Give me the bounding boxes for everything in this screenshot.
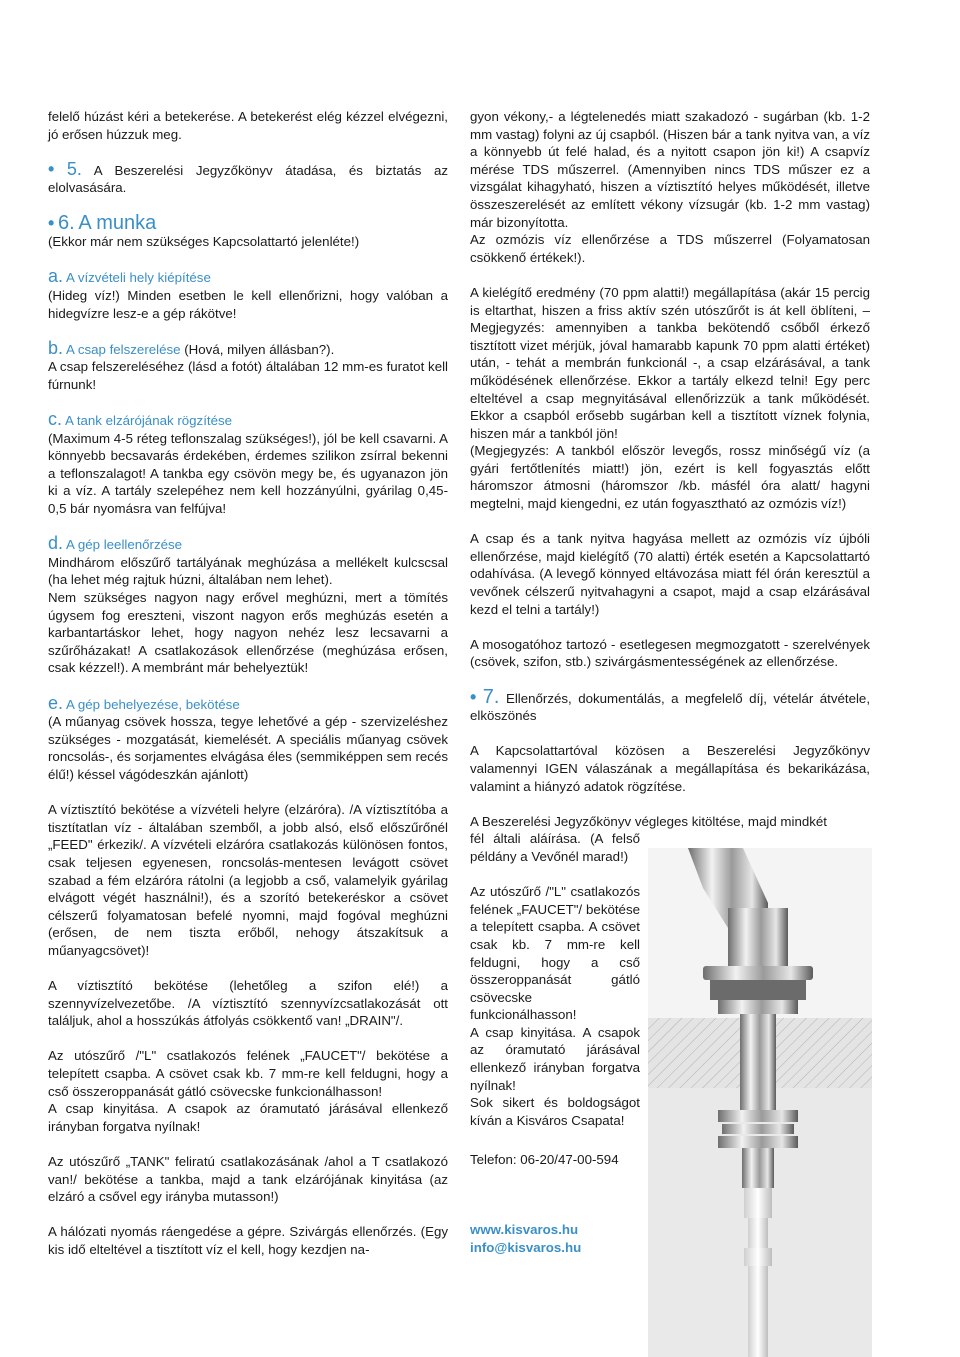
section-d-heading — [48, 535, 448, 554]
tds-paragraph: gyon vékony,- a légtelenedés miatt szakadozó - sugárban (kb. 1-2 mm vastag) folyni az új csapból. (Hiszen bár a tank nyitva van, a víz a könnyebb út felé halad, és a nyitott csapon jön ki!) A csapvíz mérése TDS műszerrel. (Amennyiben nincs TDS műszer ez a vizsgálat kihagyható, hiszen a víztisztító helyes működését, illetve összeszerelését az említett vékony vízsugár (kb. 1-2 mm vastag) már bizonyította. Az ozmózis víz ellenőrzése a TDS műszerrel (Folyamatosan csökkenő értékek!). — [470, 109, 870, 265]
bullet-icon: • — [48, 158, 55, 179]
section-a-heading — [48, 268, 448, 287]
tank-paragraph: Az utószűrő „TANK" feliratú csatlakozásának /ahol a T csatlakozó van!/ bekötése a tankba, majd a tank elzárójának kinyitása (az elzáró a csővel egy irányba mutasson!) — [48, 1154, 448, 1205]
step-5 — [48, 158, 448, 197]
left-column — [48, 108, 448, 1259]
protocol-rest: fél általi aláírása. (A felső példány a Vevőnél marad!) — [470, 831, 640, 864]
section-b-heading — [48, 337, 448, 359]
section-d-letter: d. — [48, 533, 64, 554]
faucet-photo — [648, 848, 872, 1357]
section-a-text: (Hideg víz!) Minden esetben le kell ellenőrizni, hogy valóban a hidegvízre lesz-e a gép rákötve! — [48, 287, 448, 321]
drain-paragraph: A víztisztító bekötése (lehetőleg a szifon elé!) a szennyvízelvezetőbe. /A víztisztító szennyvízcsatlakozását ott találjuk, ahol a hosszúkás átfolyás csökkentő van! „DRAIN"/. — [48, 978, 448, 1029]
step-5-text: A Beszerelési Jegyzőkönyv átadása, és biztatás az elolvasására. — [48, 162, 448, 196]
contact-paragraph: A Kapcsolattartóval közösen a Beszerelési Jegyzőkönyv valamennyi IGEN válaszának a megállapítása és bekarikázása, valamint a hiányzó adatok rögzítése. — [470, 743, 870, 794]
step-5-number: 5. — [66, 158, 82, 179]
section-a-letter: a. — [48, 266, 64, 287]
section-b-letter: b. — [48, 337, 64, 358]
step-6 — [48, 211, 448, 234]
step-6-title: A munka — [78, 211, 157, 234]
website-link[interactable]: www.kisvaros.hu — [470, 1222, 579, 1238]
result-paragraph: A kielégítő eredmény (70 ppm alatti!) megállapítása (akár 15 percig is eltarthat, hiszen a friss aktív szén utószűrőt is át kell öblíteni, – Megjegyzés: amennyiben a tankba bekötendő csőből érkező tisztított vizet mérjük, jóval hamarabb kapunk 70 ppm alatti értéket) után, - tehát a membrán funkcionál -, a csap elzárásával, a tank működésének ellenőrzése. Ekkor a tartály elkezd telni! Egy perc elteltével a csap megnyitásával ellenőrizzük a tank működését. Ekkor a csapból erősebb sugárban kell a tisztított víznek folynia, hiszen már a tankból jön! (Megjegyzés: A tankból először levegős, rossz minőségű víz (a gyári fertőtlenítés miatt!) jön, ezért is kell fogyasztás előtt háromszor átmosni (háromszor /kb. másfél óra alatt/ hagyni megtelni, majd kiengedni, ez után fogyasztható az ozmózis víz!) — [470, 284, 870, 512]
phone-number: Telefon: 06-20/47-00-594 — [470, 1152, 619, 1168]
section-e-letter: e. — [48, 692, 64, 713]
feed-paragraph: A víztisztító bekötése a vízvételi helyre (elzárórа). /A víztisztítóba a tisztítatlan víz - általában szemből, a jobb alsó, első előszűrőnél „FEED" érkezik/. A vízvételi elzárórа csatlakozás különösen fontos, csak teljesen egyenesen, roncsolás-mentesen levágott csövet szabad a fém elzárórа rátolni (a legjobb a cső, valamelyik gyárilag elvágott végét használni!), és a szorító betekeréskor a csövet célszerű folyamatosan befelé nyomni, majd fogóval meghúzni (erősen, de nem tiszta erőből, nehogy átszakítsuk a műanyagcsövet)! — [48, 802, 448, 958]
section-c-letter: c. — [48, 409, 63, 430]
step-7-number: 7. — [482, 685, 500, 708]
section-e-title: A gép behelyezése, bekötése — [65, 696, 240, 712]
section-c-heading — [48, 411, 448, 430]
intro-text: felelő húzást kéri a betekerése. A betekerést elég kézzel elvégezni, jó erősen húzzuk meg. — [48, 109, 448, 142]
section-d-title: A gép leellenőrzése — [65, 537, 183, 553]
step-6-number: 6. — [58, 211, 75, 234]
sink-paragraph: A mosogatóhoz tartozó - esetlegesen megmozgatott - szerelvények (csövek, szifon, stb.) szivárgásmentességének az ellenőrzése. — [470, 636, 870, 670]
step-7-text: Ellenőrzés, dokumentálás, a megfelelő díj, vételár átvétele, elköszönés — [470, 690, 871, 724]
faucet-note: Az utószűrő /"L" csatlakozós felének „FAUCET"/ bekötése a telepített csapba. A csövet csak kb. 7 mm-re kell feldugni, hogy a cső összeroppanását gátló csövecske funkcionálhasson! A csap kinyitása. A csapok az óramutató járásával ellenkező irányban forgatva nyílnak! Sok sikert és boldogságot kíván a Kisváros Csapata! — [470, 884, 640, 1128]
bullet-icon: • — [48, 212, 55, 233]
bullet-icon: • — [470, 686, 477, 707]
section-b-title-rest: (Hová, milyen állásban?). — [184, 341, 335, 357]
tap-tank-paragraph: A csap és a tank nyitva hagyása mellett az ozmózis víz újbóli ellenőrzése, majd kielégítő (70 alatti) érték esetén a Kapcsolattartó odahívása. (A levegő könnyed eltávozása miatt fél órán keresztül a vevőnek célszerű nyitvahagyni a csapot, majd a csap elzárásával kezd el telni a tartály!) — [470, 531, 870, 617]
step-6-subtitle: (Ekkor már nem szükséges Kapcsolattartó jelenléte!) — [48, 234, 360, 250]
section-c-title: A tank elzárójának rögzítése — [64, 413, 233, 429]
section-e-text: (A műanyag csövek hossza, tegye lehetővé a gép - szervizeléshez szükséges - mozgatását, kiemelését. A speciális műanyag csövek roncsolás-, és sorjamentes elvágása éles (semmiképpen sem recés élű!) késsel vágódeszkán ajánlott) — [48, 714, 448, 782]
section-d-text-1: Mindhárom előszűrő tartályának meghúzása a mellékelt kulcscsal (ha lehet még rajtuk húzni, általában nem lehet). — [48, 554, 448, 588]
section-c-text: (Maximum 4-5 réteg teflonszalag szükséges!), jól be kell csavarni. A könnyebb becsavarás érdekében, érdemes szilikon zsírral bekenni a teflonszalagot! A tankba egy csövön megy be, és ugyanazon jön ki a víz. A tartály szelepéhez nem kell hozzányúlni, gyárilag 0,45-0,5 bár nyomásra van felfújva! — [48, 430, 448, 517]
section-b-text: A csap felszereléséhez (lásd a fotót) általában 12 mm-es furatot kell fúrnunk! — [48, 359, 448, 392]
step-7 — [470, 685, 871, 725]
section-d-text-2: Nem szükséges nagyon nagy erővel meghúzni, mert a tömítés úgysem fog ereszteni, viszont nagyon erős meghúzás esetén a karbantartáskor lehet, hogy nagyon nehéz lesz lecsavarni a szűrőházakat! A csatlakozások ellenőrzése (meghúzása erősen, csak kézzel!). A membránt már behelyeztük! — [48, 590, 448, 676]
faucet-paragraph: Az utószűrő /"L" csatlakozós felének „FAUCET"/ bekötése a telepített csapba. A csövet csak kb. 7 mm-re kell feldugni, hogy a cső összeroppanását gátló csövecske funkcionálhasson! A csap kinyitása. A csapok az óramutató járásával ellenkező irányban forgatva nyílnak! — [48, 1048, 448, 1134]
email-link[interactable]: info@kisvaros.hu — [470, 1239, 582, 1255]
protocol-line: A Beszerelési Jegyzőkönyv végleges kitöltése, majd mindkét — [470, 813, 827, 829]
section-e-heading — [48, 692, 448, 714]
pressure-paragraph: A hálózati nyomás ráengedése a gépre. Szivárgás ellenőrzés. (Egy kis idő elteltével a tisztított víz el kell, hogy kezdjen na- — [48, 1224, 448, 1257]
section-a-title: A vízvételi hely kiépítése — [65, 270, 211, 286]
section-b-title: A csap felszerelése — [65, 341, 181, 357]
